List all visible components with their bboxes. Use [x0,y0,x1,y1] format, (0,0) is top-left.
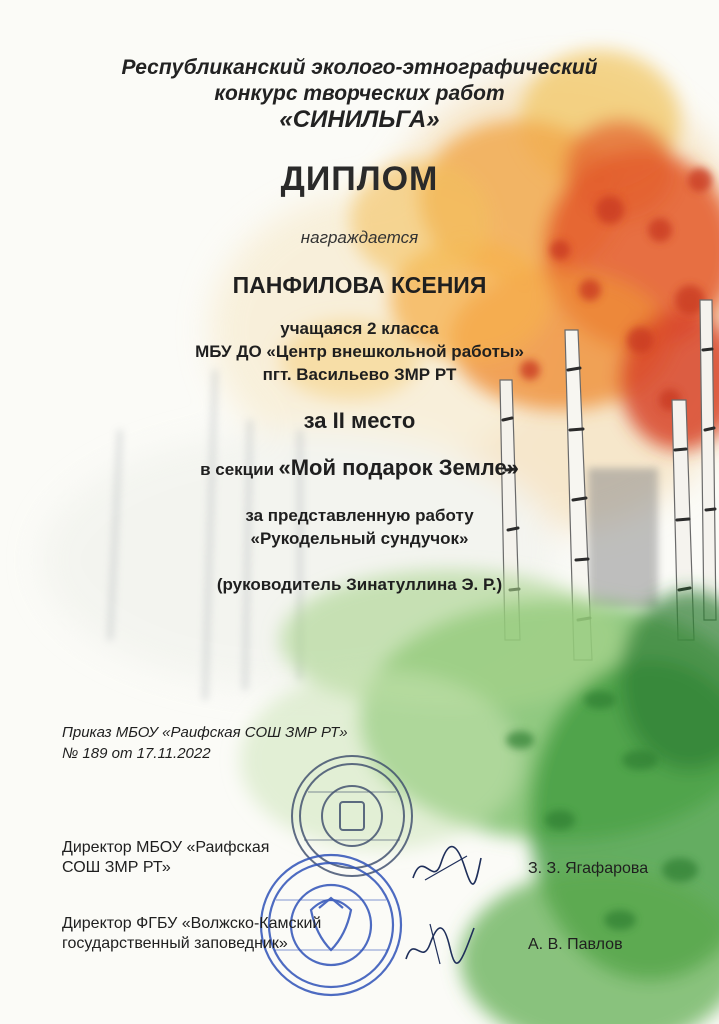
signatory-1-role [62,838,269,878]
signatory-1-name: З. З. Ягафарова [528,860,649,877]
contest-title-line-1: Республиканский эколого-этнографический [121,56,598,79]
section-line [0,455,719,481]
signature-2 [400,914,480,974]
signatory-2-role-line-2: государственный заповедник» [62,935,288,952]
work-label: за представленную работу [245,506,474,525]
signature-1 [405,838,485,898]
contest-name: «СИНИЛЬГА» [279,106,440,133]
award-place: за II место [303,408,416,433]
signatory-2-name: А. В. Павлов [528,936,623,953]
recipient-name: ПАНФИЛОВА КСЕНИЯ [232,272,487,298]
diploma-title: ДИПЛОМ [280,160,439,198]
contest-title-line-2: конкурс творческих работ [214,82,505,105]
work-title: «Рукодельный сундучок» [250,529,469,548]
awarded-label: награждается [300,228,419,247]
signatory-1-role-line-1: Директор МБОУ «Раифская [62,839,270,856]
recipient-location: пгт. Васильево ЗМР РТ [262,365,457,384]
section-name: «Мой подарок Земле» [278,455,519,480]
recipient-school: МБУ ДО «Центр внешкольной работы» [195,342,524,361]
signatory-2-role-line-1: Директор ФГБУ «Волжско-Камский [62,915,322,932]
order-line-1: Приказ МБОУ «Раифская СОШ ЗМР РТ» [62,724,348,741]
order-line-2: № 189 от 17.11.2022 [62,745,211,762]
section-prefix: в секции [200,460,275,479]
supervisor: (руководитель Зинатуллина Э. Р.) [216,575,503,594]
signatory-2-role [62,914,321,954]
signatory-1-role-line-2: СОШ ЗМР РТ» [62,859,171,876]
recipient-grade: учащаяся 2 класса [280,319,439,338]
